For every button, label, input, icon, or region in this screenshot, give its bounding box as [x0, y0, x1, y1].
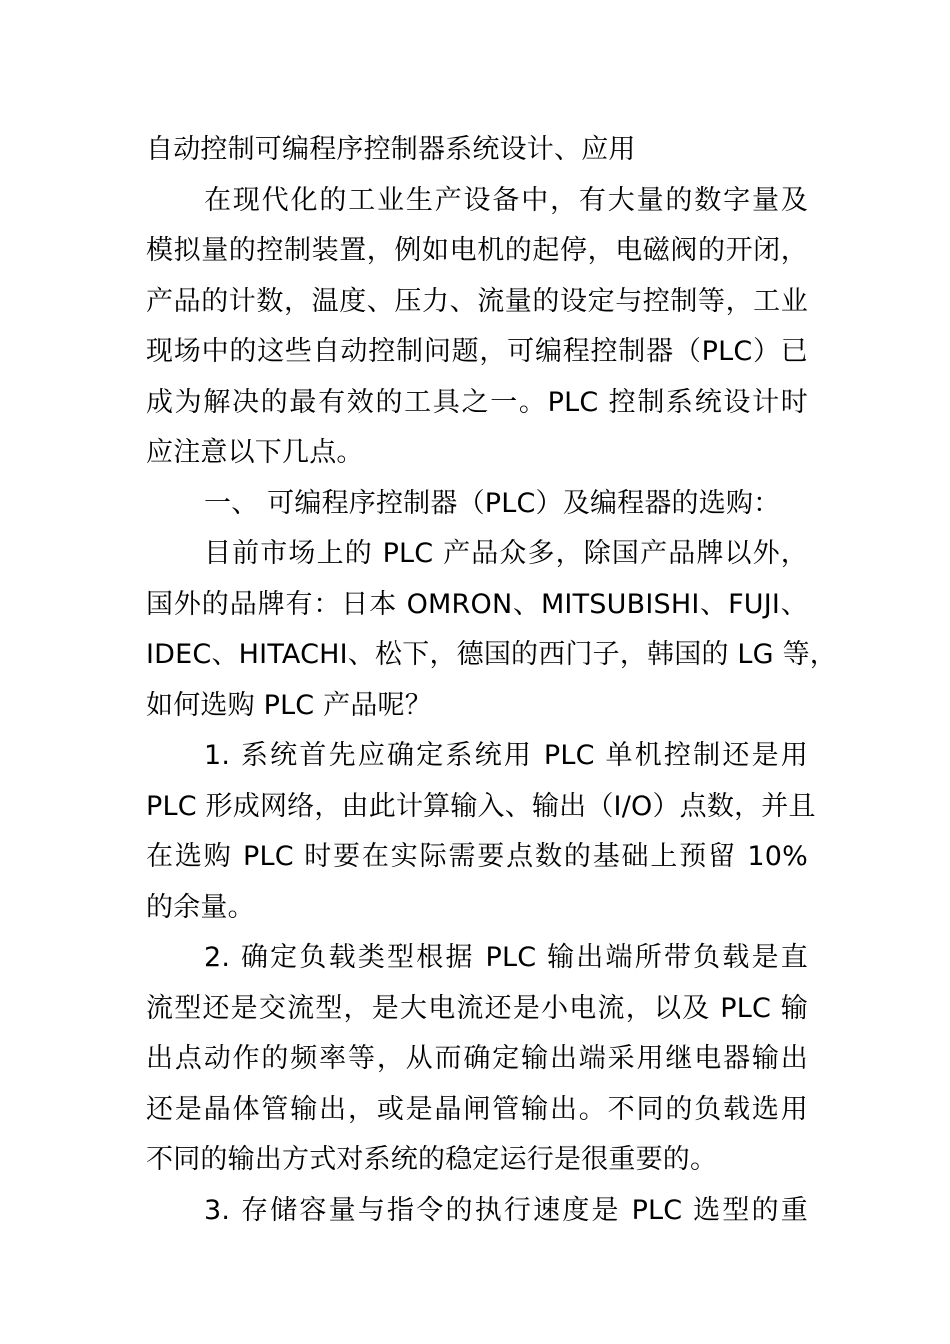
item-1-line-1: 1. 系统首先应确定系统用 PLC 单机控制还是用: [204, 740, 808, 771]
item-2-line-4: 还是晶体管输出，或是晶闸管输出。不同的负载选用: [146, 1093, 808, 1125]
item-1-line-2: PLC 形成网络，由此计算输入、输出（I/O）点数，并且: [146, 790, 816, 822]
paragraph-1-line-3: 产品的计数，温度、压力、流量的设定与控制等，工业: [146, 285, 808, 317]
paragraph-2-line-2: 国外的品牌有：日本 OMRON、MITSUBISHI、FUJI、: [146, 588, 808, 620]
paragraph-1-line-4: 现场中的这些自动控制问题，可编程控制器（PLC）已: [146, 336, 808, 367]
item-2-line-2: 流型还是交流型，是大电流还是小电流，以及 PLC 输: [146, 992, 808, 1024]
item-1-line-4: 的余量。: [146, 891, 255, 923]
paragraph-1-line-5: 成为解决的最有效的工具之一。PLC 控制系统设计时: [146, 386, 808, 418]
document-body: [146, 125, 837, 1236]
paragraph-2-line-4: 如何选购 PLC 产品呢？: [146, 689, 432, 721]
paragraph-1-line-1: 在现代化的工业生产设备中，有大量的数字量及: [204, 184, 808, 216]
document-title: 自动控制可编程序控制器系统设计、应用: [146, 134, 636, 165]
item-2-line-5: 不同的输出方式对系统的稳定运行是很重要的。: [146, 1144, 718, 1175]
paragraph-1-line-6: 应注意以下几点。: [146, 437, 364, 468]
item-2-line-1: 2. 确定负载类型根据 PLC 输出端所带负载是直: [204, 942, 808, 973]
item-3-line-1: 3. 存储容量与指令的执行速度是 PLC 选型的重: [204, 1194, 808, 1226]
paragraph-2-line-3: IDEC、HITACHI、松下，德国的西门子，韩国的 LG 等，: [146, 639, 837, 670]
section-heading: 一、 可编程序控制器（PLC）及编程器的选购：: [204, 487, 781, 519]
paragraph-1-line-2: 模拟量的控制装置，例如电机的起停，电磁阀的开闭，: [146, 235, 808, 266]
item-2-line-3: 出点动作的频率等，从而确定输出端采用继电器输出: [146, 1043, 808, 1074]
paragraph-2-line-1: 目前市场上的 PLC 产品众多，除国产品牌以外，: [204, 538, 808, 569]
item-1-line-3: 在选购 PLC 时要在实际需要点数的基础上预留 10%: [146, 841, 808, 872]
